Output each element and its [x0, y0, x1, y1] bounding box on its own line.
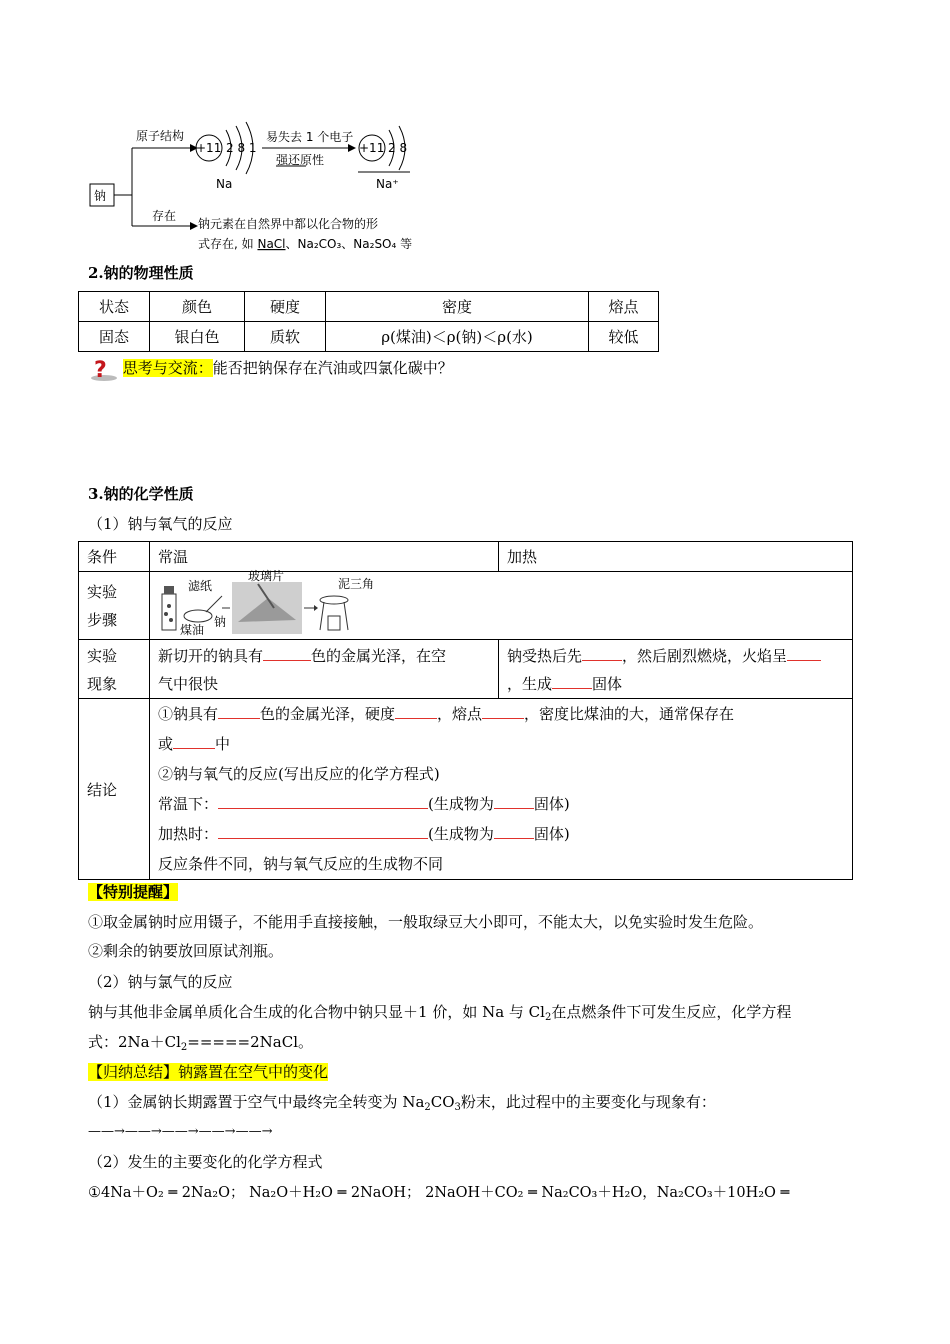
- equation-blank[interactable]: [218, 794, 428, 809]
- answer-blank[interactable]: [173, 734, 215, 749]
- summary-equations: ①4Na＋O₂ ═ 2Na₂O； Na₂O＋H₂O ═ 2NaOH； 2NaOH＋CO₂ ═ Na₂CO₃＋H₂O，Na₂CO₃＋10H₂O ═: [88, 1185, 790, 1201]
- cell-hardness: 质软: [245, 322, 326, 352]
- svg-text:钠: 钠: [214, 615, 227, 629]
- answer-blank[interactable]: [494, 824, 534, 839]
- cell-normal-temp: 常温: [150, 542, 499, 572]
- existence-line-2: 式存在, 如 NaCl、Na₂CO₃、Na₂SO₄ 等: [198, 237, 413, 251]
- summary-s2: （2）发生的主要变化的化学方程式: [88, 1153, 323, 1171]
- cell-steps-figure: [150, 569, 853, 640]
- answer-blank[interactable]: [263, 646, 311, 661]
- cell-steps-label: 实验 步骤: [79, 572, 150, 640]
- cell-density: ρ(煤油)＜ρ(钠)＜ρ(水): [326, 322, 589, 352]
- section3-title: 3.钠的化学性质: [88, 485, 194, 503]
- cell-normal-phenomenon: 新切开的钠具有 色的金属光泽，在空 气中很快: [150, 640, 499, 699]
- header-state: 状态: [79, 292, 150, 322]
- summary-s1: （1）金属钠长期露置于空气中最终完全转变为 $Na_2CO_3$粉末，此过程中的主要变化与现象有：: [88, 1093, 716, 1113]
- physical-properties-table: [78, 291, 659, 352]
- svg-text:滤纸: 滤纸: [188, 579, 213, 593]
- reminder-label: 【特别提醒】: [88, 883, 179, 901]
- svg-text:泥三角: 泥三角: [338, 577, 375, 591]
- think-discuss: [88, 356, 453, 382]
- answer-blank[interactable]: [395, 704, 437, 719]
- cell-heating: 加热: [499, 542, 853, 572]
- na-ion-label: Na⁺: [376, 177, 399, 191]
- na-atom-label: Na: [216, 177, 233, 191]
- reminder-item-1: ①取金属钠时应用镊子，不能用手直接接触，一般取绿豆大小即可，不能太大，以免实验时发生危险。: [88, 913, 764, 931]
- answer-blank[interactable]: [482, 704, 524, 719]
- arrow-top-label: 易失去 1 个电子: [266, 130, 354, 144]
- think-question: 能否把钠保存在汽油或四氯化碳中？: [212, 359, 453, 377]
- cell-color: 银白色: [150, 322, 245, 352]
- summary-label: 【归纳总结】钠露置在空气中的变化: [88, 1063, 329, 1081]
- answer-blank[interactable]: [552, 674, 592, 689]
- root-label: 钠: [94, 189, 107, 203]
- header-color: 颜色: [150, 292, 245, 322]
- summary-chain: ——→——→——→——→——→: [88, 1124, 273, 1139]
- answer-blank[interactable]: [582, 646, 622, 661]
- summary-label-line: [88, 1062, 854, 1082]
- branch-existence-label: 存在: [152, 209, 177, 223]
- cell-conclusion-label: 结论: [79, 699, 150, 880]
- na-shells: 2 8 1: [226, 141, 257, 155]
- equation-blank[interactable]: [218, 824, 428, 839]
- existence-line-1: 钠元素在自然界中都以化合物的形: [198, 217, 379, 231]
- header-melting-point: 熔点: [589, 292, 659, 322]
- reminder-item-2: ②剩余的钠要放回原试剂瓶。: [88, 942, 284, 960]
- sodium-oxygen-table: [78, 541, 853, 880]
- chlorine-p2: 式：$2Na+Cl_2=====2NaCl$。: [88, 1033, 313, 1053]
- section2-title: 2.钠的物理性质: [88, 264, 194, 282]
- svg-text:煤油: 煤油: [180, 623, 205, 637]
- cell-heating-phenomenon: 钠受热后先 ，然后剧烈燃烧，火焰呈 ，生成 固体: [499, 640, 853, 699]
- experiment-steps-figure: [158, 569, 375, 638]
- na-ion-nucleus-charge: +11: [359, 141, 385, 155]
- cell-state: 固态: [79, 322, 150, 352]
- answer-blank[interactable]: [787, 646, 821, 661]
- header-density: 密度: [326, 292, 589, 322]
- reminder-label-line: [88, 882, 854, 902]
- na-ion-shells: 2 8: [388, 141, 408, 155]
- answer-blank[interactable]: [218, 704, 260, 719]
- think-label: 思考与交流：: [122, 359, 213, 377]
- svg-text:玻璃片: 玻璃片: [248, 569, 285, 583]
- question-mark-icon: [88, 356, 118, 382]
- cell-melting-point: 较低: [589, 322, 659, 352]
- branch-structure-label: 原子结构: [136, 129, 185, 143]
- arrow-bottom-label: 强还原性: [276, 153, 325, 167]
- na-nucleus-charge: +11: [196, 141, 222, 155]
- chlorine-p1: 钠与其他非金属单质化合生成的化合物中钠只显＋1 价，如 Na 与 $Cl_2$在点燃条件下可发生反应，化学方程: [88, 1003, 792, 1023]
- header-hardness: 硬度: [245, 292, 326, 322]
- section3-sub1: （1）钠与氧气的反应: [88, 515, 233, 533]
- cell-conclusion: ①钠具有 色的金属光泽，硬度 ，熔点 ，密度比煤油的大，通常保存在 或 中 ②钠与氧气的反应(写出反应的化学方程式) 常温下： (生成物为 固体) 加热时： (生成物为 固体) 反应条件不同，钠与氧气反应的生成物不同: [150, 699, 853, 880]
- sodium-overview-diagram: [80, 112, 460, 252]
- svg-text:?: ?: [94, 358, 107, 383]
- answer-blank[interactable]: [494, 794, 534, 809]
- cell-condition: 条件: [79, 542, 150, 572]
- chlorine-sub2: （2）钠与氯气的反应: [88, 973, 233, 991]
- cell-phenomenon-label: 实验 现象: [79, 640, 150, 699]
